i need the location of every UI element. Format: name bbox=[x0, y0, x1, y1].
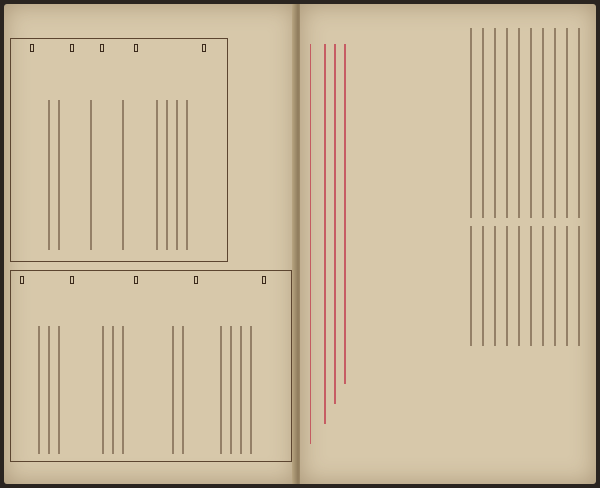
text-line bbox=[554, 28, 556, 218]
contents-entry bbox=[186, 100, 188, 250]
contents-entry bbox=[112, 326, 114, 454]
right-page-afterword bbox=[300, 4, 596, 484]
section-label bbox=[30, 44, 34, 52]
contents-entry bbox=[166, 100, 168, 250]
text-line bbox=[518, 28, 520, 218]
contents-entry bbox=[250, 326, 252, 454]
contents-entry bbox=[172, 326, 174, 454]
text-line bbox=[578, 226, 580, 346]
contents-entry bbox=[156, 100, 158, 250]
red-note-line bbox=[344, 44, 346, 384]
text-line bbox=[554, 226, 556, 346]
text-line bbox=[494, 226, 496, 346]
contents-entry bbox=[220, 326, 222, 454]
left-page-contents bbox=[4, 4, 296, 484]
text-line bbox=[566, 28, 568, 218]
text-line bbox=[482, 28, 484, 218]
text-line bbox=[470, 28, 472, 218]
red-note-line bbox=[334, 44, 336, 404]
contents-entry bbox=[48, 326, 50, 454]
text-line bbox=[542, 28, 544, 218]
upper-contents-frame bbox=[10, 38, 228, 262]
contents-entry bbox=[58, 326, 60, 454]
contents-entry bbox=[102, 326, 104, 454]
section-label bbox=[70, 276, 74, 284]
section-label bbox=[70, 44, 74, 52]
text-line bbox=[506, 28, 508, 218]
section-label bbox=[134, 276, 138, 284]
contents-entry bbox=[38, 326, 40, 454]
text-line bbox=[482, 226, 484, 346]
contents-entry bbox=[182, 326, 184, 454]
contents-entry bbox=[48, 100, 50, 250]
section-label bbox=[194, 276, 198, 284]
text-line bbox=[470, 226, 472, 346]
contents-entry bbox=[122, 326, 124, 454]
text-line bbox=[530, 226, 532, 346]
section-label bbox=[100, 44, 104, 52]
contents-entry bbox=[90, 100, 92, 250]
text-line bbox=[566, 226, 568, 346]
contents-entry bbox=[176, 100, 178, 250]
section-label bbox=[262, 276, 266, 284]
text-line bbox=[542, 226, 544, 346]
section-label bbox=[134, 44, 138, 52]
contents-entry bbox=[240, 326, 242, 454]
section-label bbox=[20, 276, 24, 284]
red-note-border bbox=[310, 44, 311, 444]
text-line bbox=[494, 28, 496, 218]
text-line bbox=[506, 226, 508, 346]
section-label bbox=[202, 44, 206, 52]
text-line bbox=[578, 28, 580, 218]
contents-entry bbox=[58, 100, 60, 250]
red-note-line bbox=[324, 44, 326, 424]
text-line bbox=[518, 226, 520, 346]
contents-entry bbox=[122, 100, 124, 250]
text-line bbox=[530, 28, 532, 218]
contents-entry bbox=[230, 326, 232, 454]
